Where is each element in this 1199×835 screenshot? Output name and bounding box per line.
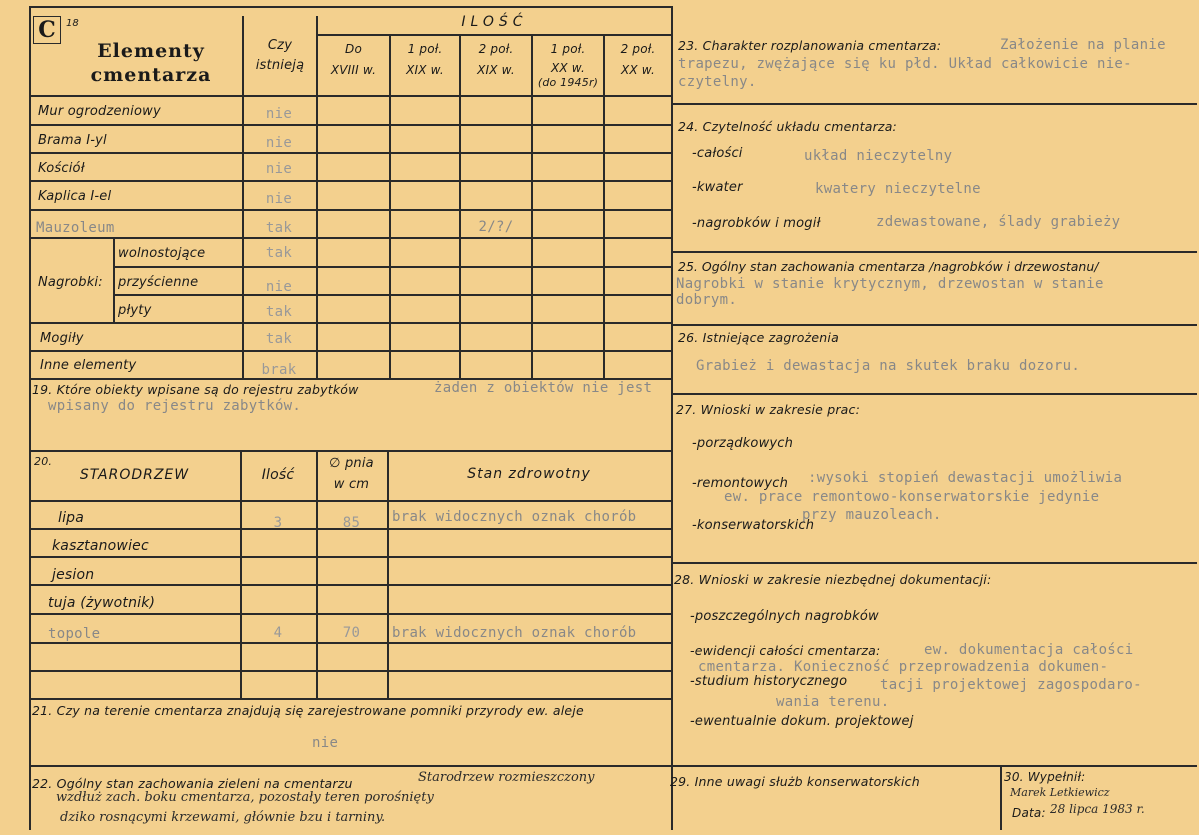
s30-label: 30. Wypełnił:	[1004, 770, 1086, 784]
s25-answer: Nagrobki w stanie krytycznym, drzewostan w stanie	[676, 276, 1104, 292]
grid-line	[29, 237, 671, 239]
element-label: wolnostojące	[118, 246, 206, 261]
grid-line	[673, 103, 1197, 105]
s26-answer: Grabież i dewastacja na skutek braku dozoru.	[696, 358, 1081, 374]
s20-col-qty: Ilość	[261, 467, 295, 483]
s28-answer-cont: cmentarza. Konieczność przeprowadzenia dokumen-	[698, 659, 1109, 675]
period-header: XX w.	[620, 63, 656, 77]
element-label: przyścienne	[118, 275, 199, 290]
exists-value: tak	[265, 220, 293, 236]
col-exists-header-2: istnieją	[255, 58, 305, 73]
period-header: 1 poł.	[407, 42, 443, 56]
s20-col-health: Stan zdrowotny	[467, 466, 591, 482]
grid-line	[240, 450, 242, 698]
period-header: XVIII w.	[330, 63, 377, 77]
grid-line	[316, 34, 671, 36]
s27-item-value: :wysoki stopień dewastacji umożliwia	[808, 470, 1123, 486]
center-divider	[671, 6, 673, 830]
element-label: Brama I-yl	[38, 133, 107, 148]
exists-value: tak	[265, 331, 293, 347]
grid-line	[29, 765, 671, 767]
exists-value: tak	[265, 245, 293, 261]
s27-question: 27. Wnioski w zakresie prac:	[676, 402, 861, 417]
element-label: Kaplica I-el	[38, 189, 112, 204]
s24-item-value: kwatery nieczytelne	[815, 181, 981, 197]
grid-line	[29, 584, 671, 586]
period-header: 2 poł.	[620, 42, 656, 56]
s28-item-label: -ewentualnie dokum. projektowej	[690, 714, 914, 729]
grid-line	[603, 34, 605, 378]
period-header: XX w.	[550, 61, 586, 75]
tree-health: brak widocznych oznak chorób	[392, 509, 637, 525]
exists-value: nie	[265, 191, 293, 207]
grid-line	[673, 562, 1197, 564]
grid-line	[113, 237, 115, 322]
top-border	[29, 6, 671, 8]
s23-answer: czytelny.	[678, 74, 757, 90]
s28-item-label: -studium historycznego	[690, 674, 848, 689]
s27-answer-cont: przy mauzoleach.	[802, 507, 942, 523]
grid-line	[29, 322, 671, 324]
s20-col-tree: STARODRZEW	[79, 467, 190, 483]
tree-health: brak widocznych oznak chorób	[392, 625, 637, 641]
grid-line	[29, 180, 671, 182]
grid-line	[113, 294, 671, 296]
grid-line	[459, 34, 461, 378]
grid-line	[673, 393, 1197, 395]
card-number: 18	[66, 18, 79, 29]
exists-value: tak	[265, 304, 293, 320]
tree-name: jesion	[52, 567, 95, 583]
tree-name: kasztanowiec	[52, 538, 149, 554]
s24-item-value: zdewastowane, ślady grabieży	[876, 214, 1121, 230]
grid-line	[29, 95, 671, 97]
left-border	[29, 6, 31, 830]
s30-name: Marek Letkiewicz	[1010, 786, 1110, 799]
s28-item-value: ew. dokumentacja całości	[924, 642, 1134, 658]
grid-line	[673, 251, 1197, 253]
s22-answer: Starodrzew rozmieszczony	[418, 770, 595, 785]
tree-diam: 70	[342, 625, 361, 641]
element-label: Inne elementy	[40, 358, 137, 373]
tree-qty: 4	[273, 625, 283, 641]
s28-question: 28. Wnioski w zakresie niezbędnej dokumentacji:	[674, 572, 992, 587]
s23-answer: trapezu, zwężające się ku płd. Układ całkowicie nie-	[678, 56, 1132, 72]
s22-answer: dziko rosnącymi krzewami, głównie bzu i tarniny.	[60, 810, 386, 825]
s19-answer: żaden z obiektów nie jest	[434, 380, 653, 396]
s29-question: 29. Inne uwagi służb konserwatorskich	[670, 774, 920, 789]
qty-header: ILOŚĆ	[461, 14, 528, 30]
grid-line	[673, 765, 1197, 767]
grid-line	[29, 613, 671, 615]
s28-item-label: -poszczególnych nagrobków	[690, 609, 879, 624]
grid-line	[1000, 765, 1002, 830]
period-header: (do 1945r)	[537, 76, 599, 89]
grid-line	[29, 350, 671, 352]
element-label: płyty	[118, 303, 152, 318]
grid-line	[673, 324, 1197, 326]
grid-line	[29, 670, 671, 672]
element-label: Mur ogrodzeniowy	[38, 104, 161, 119]
s28-answer-cont: tacji projektowej zagospodaro-	[880, 677, 1142, 693]
period-header: XIX w.	[406, 63, 444, 77]
card-letter-box: C	[33, 16, 61, 44]
s19-answer: wpisany do rejestru zabytków.	[48, 398, 302, 414]
grid-line	[29, 209, 671, 211]
grid-line	[29, 500, 671, 502]
period-header: 1 poł.	[550, 42, 586, 56]
s26-question: 26. Istniejące zagrożenia	[678, 330, 839, 345]
card-title-line1: Elementy	[97, 40, 205, 62]
s24-question: 24. Czytelność układu cmentarza:	[678, 119, 897, 134]
grid-line	[29, 556, 671, 558]
s24-item-value: układ nieczytelny	[804, 148, 953, 164]
s19-question: 19. Które obiekty wpisane są do rejestru zabytków	[32, 382, 359, 397]
s27-answer-cont: ew. prace remontowo-konserwatorskie jedynie	[724, 489, 1100, 505]
s22-answer: wzdłuż zach. boku cmentarza, pozostały teren porośnięty	[56, 790, 434, 805]
qty-value: 2/?/	[478, 219, 514, 235]
s28-item-label: -ewidencji całości cmentarza:	[690, 643, 881, 658]
period-header: Do	[345, 42, 362, 56]
card-title-line2: cmentarza	[90, 64, 212, 86]
grid-line	[113, 266, 671, 268]
grid-line	[389, 34, 391, 378]
grid-line	[29, 124, 671, 126]
tree-qty: 3	[273, 515, 283, 531]
grid-line	[29, 152, 671, 154]
element-label: Kościół	[38, 161, 85, 176]
col-exists-header-1: Czy	[267, 38, 293, 53]
tree-name: tuja (żywotnik)	[48, 595, 156, 611]
element-label: Mogiły	[40, 331, 84, 346]
tree-diam: 85	[342, 515, 361, 531]
nagrobki-label: Nagrobki:	[38, 275, 103, 290]
exists-value: nie	[265, 279, 293, 295]
s27-item-label: -remontowych	[692, 476, 789, 491]
exists-value: nie	[265, 135, 293, 151]
s23-answer: Założenie na planie	[1000, 37, 1166, 53]
s30-date: 28 lipca 1983 r.	[1050, 802, 1145, 816]
s30-date-label: Data:	[1012, 806, 1046, 820]
s22-question: 22. Ogólny stan zachowania zieleni na cmentarzu	[32, 776, 353, 791]
s28-answer-cont: wania terenu.	[776, 694, 890, 710]
s24-item-label: -nagrobków i mogił	[692, 216, 821, 231]
tree-name: lipa	[58, 510, 85, 526]
exists-value: nie	[265, 106, 293, 122]
s25-answer: dobrym.	[676, 292, 738, 308]
exists-value: nie	[265, 161, 293, 177]
s21-answer: nie	[312, 735, 339, 751]
s20-col-diam: ∅ pnia	[329, 456, 374, 471]
grid-line	[387, 450, 389, 698]
s24-item-label: -całości	[692, 146, 743, 161]
s27-item-label: -porządkowych	[692, 436, 794, 451]
s27-item-label: -konserwatorskich	[692, 518, 815, 533]
s23-question: 23. Charakter rozplanowania cmentarza:	[678, 38, 942, 53]
s24-item-label: -kwater	[692, 180, 743, 195]
element-label: Mauzoleum	[36, 220, 115, 236]
grid-line	[29, 450, 671, 452]
s20-number: 20.	[34, 455, 53, 468]
s20-col-diam: w cm	[333, 477, 370, 492]
tree-name: topole	[48, 626, 101, 642]
grid-line	[29, 642, 671, 644]
exists-value: brak	[261, 362, 297, 378]
grid-line	[29, 698, 671, 700]
s25-question: 25. Ogólny stan zachowania cmentarza /nagrobków i drzewostanu/	[678, 259, 1099, 274]
period-header: XIX w.	[477, 63, 515, 77]
period-header: 2 poł.	[478, 42, 514, 56]
s21-question: 21. Czy na terenie cmentarza znajdują się zarejestrowane pomniki przyrody ew. aleje	[32, 703, 584, 718]
